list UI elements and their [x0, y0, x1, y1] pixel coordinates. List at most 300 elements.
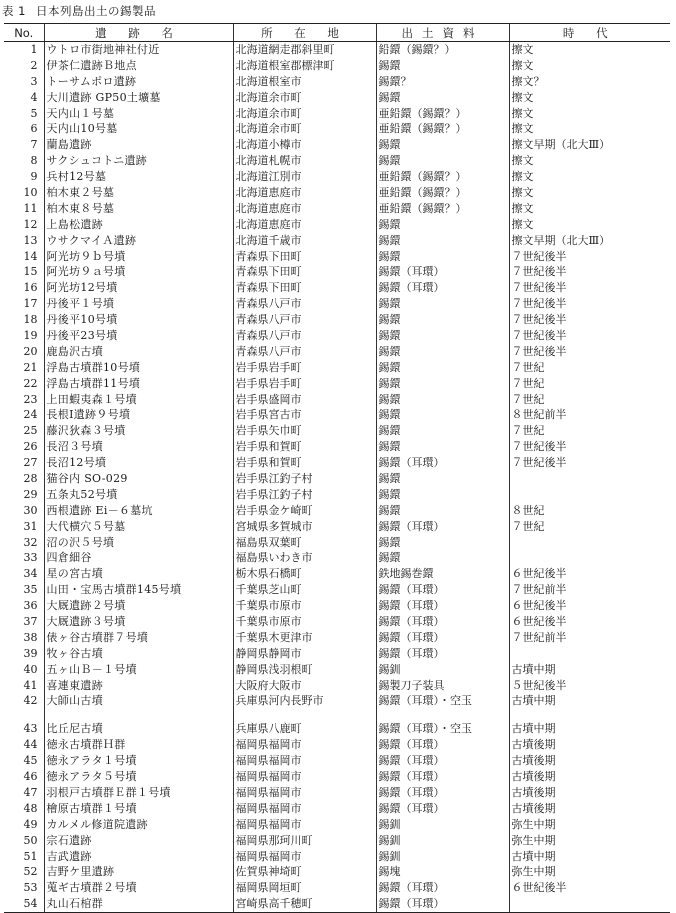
cell-material: 錫釧 — [376, 662, 509, 678]
cell-site: 伊茶仁遺跡Ｂ地点 — [44, 58, 233, 74]
header-period: 時 代 — [509, 24, 670, 42]
cell-material: 錫鐶（耳環） — [376, 880, 509, 896]
cell-no: 2 — [30, 58, 38, 72]
tin-artifacts-table — [4, 23, 670, 913]
cell-period: ８世紀前半 — [509, 407, 670, 423]
cell-site: 兵村12号墓 — [44, 169, 233, 185]
cell-no: 1 — [30, 42, 38, 56]
cell-material: 錫鐶 — [376, 407, 509, 423]
table-row — [4, 201, 670, 217]
table-row — [4, 849, 670, 865]
cell-no: 13 — [23, 233, 38, 247]
cell-no: 6 — [30, 122, 38, 136]
cell-location: 北海道根室市 — [233, 74, 376, 90]
table-row — [4, 312, 670, 328]
cell-no: 34 — [23, 567, 38, 581]
cell-period: 擦文 — [509, 121, 670, 137]
cell-no: 21 — [23, 360, 38, 374]
cell-no: 17 — [23, 297, 38, 311]
cell-site: 阿光坊９ｂ号墳 — [44, 249, 233, 265]
table-row — [4, 694, 670, 708]
table-row — [4, 880, 670, 896]
cell-location: 福岡県福岡市 — [233, 849, 376, 865]
cell-material: 錫鐶 — [376, 439, 509, 455]
cell-site: カルメル修道院遺跡 — [44, 817, 233, 833]
cell-location: 青森県下田町 — [233, 264, 376, 280]
cell-location: 北海道余市町 — [233, 106, 376, 122]
cell-location: 千葉県芝山町 — [233, 582, 376, 598]
cell-no: 22 — [23, 376, 38, 390]
cell-no: 37 — [23, 615, 38, 628]
table-caption-text: 日本列島出土の錫製品 — [35, 4, 156, 18]
cell-no: 50 — [23, 833, 38, 847]
cell-location: 岩手県宮古市 — [233, 407, 376, 423]
cell-no: 35 — [23, 583, 38, 597]
cell-site: 宗石遺跡 — [44, 833, 233, 849]
cell-period: ７世紀後半 — [509, 312, 670, 328]
table-row — [4, 280, 670, 296]
cell-location: 北海道小樽市 — [233, 137, 376, 153]
table-row — [4, 153, 670, 169]
table-row — [4, 678, 670, 694]
cell-period: 古墳中期 — [509, 662, 670, 678]
cell-site: ウトロ市街地神社付近 — [44, 42, 233, 58]
cell-material: 錫鐶 — [376, 296, 509, 312]
cell-period: 擦文早期（北大Ⅲ） — [509, 233, 670, 249]
cell-no: 10 — [23, 185, 38, 199]
table-row — [4, 865, 670, 881]
cell-material: 錫鐶 — [376, 535, 509, 551]
cell-site: ウサクマイＡ遺跡 — [44, 233, 233, 249]
cell-period — [509, 471, 670, 487]
table-row — [4, 360, 670, 376]
cell-no: 41 — [23, 678, 38, 692]
cell-no: 42 — [23, 693, 38, 707]
cell-location: 北海道根室郡標津町 — [233, 58, 376, 74]
cell-material: 鉛鐶（錫鐶？） — [376, 42, 509, 58]
cell-period: ７世紀後半 — [509, 264, 670, 280]
cell-no: 16 — [23, 281, 38, 295]
cell-material: 錫鐶 — [376, 328, 509, 344]
cell-material: 錫鐶 — [376, 344, 509, 360]
cell-location: 北海道余市町 — [233, 90, 376, 106]
cell-location: 岩手県岩手町 — [233, 360, 376, 376]
cell-material: 錫製刀子装具 — [376, 678, 509, 694]
cell-no: 11 — [23, 201, 38, 215]
table-row — [4, 566, 670, 582]
cell-material: 錫塊 — [376, 865, 509, 881]
table-row — [4, 753, 670, 769]
cell-site: 阿光坊12号墳 — [44, 280, 233, 296]
gap-cell — [44, 708, 233, 722]
cell-material: 錫鐶 — [376, 471, 509, 487]
table-row — [4, 535, 670, 551]
cell-location: 岩手県岩手町 — [233, 376, 376, 392]
cell-period — [509, 487, 670, 503]
cell-site: 丹後平10号墳 — [44, 312, 233, 328]
cell-period: 擦文 — [509, 42, 670, 58]
cell-material: 錫鐶（耳環） — [376, 264, 509, 280]
cell-material: 錫釧 — [376, 849, 509, 865]
cell-no: 52 — [23, 865, 38, 879]
cell-period: 擦文 — [509, 153, 670, 169]
cell-no: 51 — [23, 849, 38, 863]
table-row — [4, 662, 670, 678]
cell-site: 西根遺跡 Ei－６墓坑 — [44, 503, 233, 519]
cell-site: 大厩遺跡３号墳 — [44, 614, 233, 630]
cell-location: 青森県八戸市 — [233, 344, 376, 360]
cell-no: 14 — [23, 249, 38, 263]
cell-material: 鉄地錫巻鐶 — [376, 566, 509, 582]
cell-period: ７世紀後半 — [509, 280, 670, 296]
cell-period: ７世紀後半 — [509, 328, 670, 344]
cell-period: 擦文 — [509, 58, 670, 74]
cell-no: 38 — [23, 630, 38, 644]
cell-site: 藤沢狄森３号墳 — [44, 423, 233, 439]
header-location: 所 在 地 — [233, 24, 376, 42]
table-row — [4, 185, 670, 201]
table-row — [4, 249, 670, 265]
cell-no: 12 — [23, 217, 38, 231]
cell-material: 錫鐶（耳環） — [376, 769, 509, 785]
cell-material: 錫鐶（耳環）・空玉 — [376, 722, 509, 738]
gap-cell — [509, 708, 670, 722]
cell-period: 古墳後期 — [509, 785, 670, 801]
table-row — [4, 74, 670, 90]
table-row — [4, 722, 670, 738]
cell-period — [509, 896, 670, 912]
cell-location: 福岡県岡垣町 — [233, 880, 376, 896]
table-row — [4, 598, 670, 614]
cell-period: ６世紀後半 — [509, 566, 670, 582]
cell-no: 53 — [23, 881, 38, 895]
table-row — [4, 785, 670, 801]
table-row — [4, 121, 670, 137]
cell-site: 天内山10号墓 — [44, 121, 233, 137]
cell-location: 青森県八戸市 — [233, 296, 376, 312]
cell-material: 錫鐶 — [376, 58, 509, 74]
cell-material: 亜鉛鐶（錫鐶？） — [376, 121, 509, 137]
table-row — [4, 833, 670, 849]
table-row — [4, 392, 670, 408]
cell-location: 青森県下田町 — [233, 249, 376, 265]
cell-material: 錫鐶（耳環） — [376, 801, 509, 817]
cell-site: 比丘尼古墳 — [44, 722, 233, 738]
cell-material: 錫鐶（耳環） — [376, 753, 509, 769]
cell-period: 古墳後期 — [509, 753, 670, 769]
cell-location: 静岡県静岡市 — [233, 646, 376, 662]
cell-site: 五ヶ山Ｂ－１号墳 — [44, 662, 233, 678]
cell-no: 39 — [23, 646, 38, 660]
cell-material: 錫鐶（耳環）・空玉 — [376, 694, 509, 708]
cell-site: 大代横穴５号墓 — [44, 519, 233, 535]
cell-no: 5 — [30, 106, 38, 120]
cell-period: ７世紀後半 — [509, 455, 670, 471]
cell-material: 亜鉛鐶（錫鐶？） — [376, 185, 509, 201]
cell-location: 兵庫県八鹿町 — [233, 722, 376, 738]
cell-material: 錫鐶（耳環） — [376, 785, 509, 801]
cell-location: 岩手県江釣子村 — [233, 471, 376, 487]
cell-location: 北海道恵庭市 — [233, 185, 376, 201]
cell-no: 28 — [23, 471, 38, 485]
cell-location: 佐賀県神埼町 — [233, 865, 376, 881]
cell-period: 古墳後期 — [509, 801, 670, 817]
cell-material: 錫鐶 — [376, 360, 509, 376]
cell-material: 錫鐶 — [376, 551, 509, 567]
cell-location: 福岡県福岡市 — [233, 769, 376, 785]
cell-site: 山田・宝馬古墳群145号墳 — [44, 582, 233, 598]
table-row — [4, 646, 670, 662]
cell-period — [509, 535, 670, 551]
table-row — [4, 817, 670, 833]
cell-period: ７世紀後半 — [509, 249, 670, 265]
cell-location: 千葉県市原市 — [233, 614, 376, 630]
cell-site: 五条丸52号墳 — [44, 487, 233, 503]
table-row — [4, 769, 670, 785]
cell-site: 柏木東８号墓 — [44, 201, 233, 217]
cell-period: 古墳中期 — [509, 694, 670, 708]
cell-material: 錫鐶（耳環） — [376, 519, 509, 535]
cell-no: 9 — [30, 170, 38, 184]
cell-material: 錫鐶 — [376, 503, 509, 519]
table-caption-label: 表 1 — [2, 4, 26, 18]
cell-site: 徳永古墳群Ｈ群 — [44, 737, 233, 753]
cell-no: 20 — [23, 344, 38, 358]
cell-material: 錫鐶 — [376, 423, 509, 439]
cell-material: 亜鉛鐶（錫鐶？） — [376, 169, 509, 185]
table-row — [4, 137, 670, 153]
cell-period: 擦文 — [509, 169, 670, 185]
cell-period: ７世紀後半 — [509, 344, 670, 360]
cell-location: 福岡県福岡市 — [233, 785, 376, 801]
cell-site: 鹿島沢古墳 — [44, 344, 233, 360]
page-break-gap — [4, 708, 670, 722]
cell-period: 古墳中期 — [509, 849, 670, 865]
cell-site: 牧ヶ谷古墳 — [44, 646, 233, 662]
cell-site: 浮島古墳群10号墳 — [44, 360, 233, 376]
cell-period: 弥生中期 — [509, 865, 670, 881]
cell-no: 32 — [23, 535, 38, 549]
cell-location: 大阪府大阪市 — [233, 678, 376, 694]
cell-material: 錫鐶（耳環） — [376, 598, 509, 614]
cell-site: 徳永アラタ５号墳 — [44, 769, 233, 785]
cell-period: 古墳中期 — [509, 722, 670, 738]
cell-site: サクシュコトニ遺跡 — [44, 153, 233, 169]
cell-site: 天内山１号墓 — [44, 106, 233, 122]
cell-location: 青森県八戸市 — [233, 312, 376, 328]
cell-location: 福岡県福岡市 — [233, 801, 376, 817]
gap-cell — [233, 708, 376, 722]
cell-site: 檜原古墳群１号墳 — [44, 801, 233, 817]
cell-period: ８世紀 — [509, 503, 670, 519]
table-row — [4, 614, 670, 630]
table-row — [4, 455, 670, 471]
table-row — [4, 801, 670, 817]
cell-site: 上島松遺跡 — [44, 217, 233, 233]
table-row — [4, 233, 670, 249]
cell-location: 岩手県和賀町 — [233, 455, 376, 471]
cell-location: 千葉県木更津市 — [233, 630, 376, 646]
cell-period: ７世紀 — [509, 519, 670, 535]
cell-material: 錫釧 — [376, 817, 509, 833]
cell-no: 24 — [23, 408, 38, 422]
cell-period: ７世紀 — [509, 423, 670, 439]
cell-material: 錫鐶？ — [376, 74, 509, 90]
cell-no: 48 — [23, 801, 38, 815]
cell-location: 宮崎県高千穂町 — [233, 896, 376, 912]
cell-no: 4 — [30, 90, 38, 104]
cell-site: 上田蝦夷森１号墳 — [44, 392, 233, 408]
cell-location: 福岡県福岡市 — [233, 817, 376, 833]
gap-cell — [376, 708, 509, 722]
cell-no: 29 — [23, 487, 38, 501]
cell-location: 福岡県福岡市 — [233, 753, 376, 769]
cell-location: 福岡県那珂川町 — [233, 833, 376, 849]
cell-no: 3 — [30, 74, 38, 88]
cell-period: ７世紀 — [509, 376, 670, 392]
cell-location: 福島県双葉町 — [233, 535, 376, 551]
cell-location: 静岡県浅羽根町 — [233, 662, 376, 678]
cell-period: ７世紀前半 — [509, 582, 670, 598]
cell-no: 31 — [23, 519, 38, 533]
table-row — [4, 328, 670, 344]
cell-site: 柏木東２号墓 — [44, 185, 233, 201]
cell-no: 30 — [23, 503, 38, 517]
cell-no: 54 — [4, 896, 44, 912]
cell-period: 擦文 — [509, 90, 670, 106]
table-row — [4, 423, 670, 439]
cell-no: 26 — [23, 440, 38, 454]
cell-material: 錫鐶 — [376, 153, 509, 169]
cell-location: 北海道恵庭市 — [233, 217, 376, 233]
cell-site: 沼の沢５号墳 — [44, 535, 233, 551]
table-row — [4, 344, 670, 360]
cell-period: 古墳後期 — [509, 769, 670, 785]
cell-no: 18 — [23, 313, 38, 327]
cell-location: 宮城県多賀城市 — [233, 519, 376, 535]
cell-no: 15 — [23, 265, 38, 279]
cell-material: 亜鉛鐶（錫鐶？） — [376, 106, 509, 122]
cell-period: ５世紀後半 — [509, 678, 670, 694]
cell-material: 錫鐶 — [376, 90, 509, 106]
table-row — [4, 471, 670, 487]
cell-site: 大厩遺跡２号墳 — [44, 598, 233, 614]
table-row — [4, 106, 670, 122]
cell-site: 星の宮古墳 — [44, 566, 233, 582]
cell-location: 北海道札幌市 — [233, 153, 376, 169]
cell-location: 北海道網走郡斜里町 — [233, 42, 376, 58]
cell-no: 45 — [23, 754, 38, 768]
cell-no: 40 — [23, 662, 38, 676]
cell-site: 長沼３号墳 — [44, 439, 233, 455]
cell-location: 岩手県盛岡市 — [233, 392, 376, 408]
cell-site: 吉武遺跡 — [44, 849, 233, 865]
table-row — [4, 582, 670, 598]
cell-site: 四倉細谷 — [44, 551, 233, 567]
cell-no: 43 — [23, 722, 38, 736]
header-row — [4, 24, 670, 42]
cell-period: 擦文？ — [509, 74, 670, 90]
cell-site: 羽根戸古墳群Ｅ群１号墳 — [44, 785, 233, 801]
table-row — [4, 630, 670, 646]
cell-material: 錫鐶（耳環） — [376, 582, 509, 598]
table-body — [4, 42, 670, 913]
cell-period: 擦文 — [509, 185, 670, 201]
cell-location: 兵庫県河内長野市 — [233, 694, 376, 708]
cell-period: ７世紀前半 — [509, 630, 670, 646]
cell-period: ６世紀後半 — [509, 614, 670, 630]
cell-period — [509, 551, 670, 567]
cell-location: 栃木県石橋町 — [233, 566, 376, 582]
cell-site: 猫谷内 SO-029 — [44, 471, 233, 487]
cell-period: ６世紀後半 — [509, 880, 670, 896]
cell-material: 錫鐶（耳環） — [376, 455, 509, 471]
cell-site: 丹後平１号墳 — [44, 296, 233, 312]
header-site: 遺 跡 名 — [44, 24, 233, 42]
cell-material: 錫鐶 — [376, 487, 509, 503]
cell-site: 俵ヶ谷古墳群７号墳 — [44, 630, 233, 646]
cell-no: 23 — [23, 392, 38, 406]
cell-site: 丸山石棺群 — [44, 896, 233, 912]
cell-period: 擦文 — [509, 106, 670, 122]
cell-material: 錫鐶（耳環） — [376, 737, 509, 753]
cell-material: 錫鐶 — [376, 249, 509, 265]
cell-site: 喜連東遺跡 — [44, 678, 233, 694]
cell-location: 北海道江別市 — [233, 169, 376, 185]
table-row — [4, 376, 670, 392]
header-material: 出土資料 — [376, 24, 509, 42]
cell-no: 7 — [30, 138, 38, 152]
cell-period: ７世紀後半 — [509, 296, 670, 312]
cell-site: 浮島古墳群11号墳 — [44, 376, 233, 392]
table-row — [4, 439, 670, 455]
table-row — [4, 519, 670, 535]
table-row — [4, 90, 670, 106]
cell-material: 錫鐶 — [376, 233, 509, 249]
cell-no: 46 — [23, 770, 38, 784]
table-row — [4, 737, 670, 753]
table-row — [4, 896, 670, 912]
cell-location: 青森県八戸市 — [233, 328, 376, 344]
cell-material: 錫鐶（耳環） — [376, 614, 509, 630]
table-row — [4, 264, 670, 280]
cell-no: 27 — [23, 456, 38, 470]
cell-location: 千葉県市原市 — [233, 598, 376, 614]
cell-no: 19 — [23, 328, 38, 342]
cell-location: 福島県いわき市 — [233, 551, 376, 567]
cell-location: 福岡県福岡市 — [233, 737, 376, 753]
table-caption — [2, 3, 156, 19]
cell-site: 長根Ⅰ遺跡９号墳 — [44, 407, 233, 423]
cell-no: 8 — [30, 154, 38, 168]
table-row — [4, 217, 670, 233]
cell-period: 古墳後期 — [509, 737, 670, 753]
cell-location: 岩手県矢巾町 — [233, 423, 376, 439]
cell-site: 丹後平23号墳 — [44, 328, 233, 344]
cell-site: 阿光坊９ａ号墳 — [44, 264, 233, 280]
cell-period: 弥生中期 — [509, 817, 670, 833]
cell-period — [509, 646, 670, 662]
cell-period: 擦文 — [509, 217, 670, 233]
cell-no: 33 — [23, 551, 38, 565]
cell-material: 錫鐶 — [376, 312, 509, 328]
table-row — [4, 551, 670, 567]
cell-no: 49 — [23, 817, 38, 831]
cell-period: 擦文 — [509, 201, 670, 217]
cell-site: 大川遺跡 GP50土壙墓 — [44, 90, 233, 106]
cell-material: 錫釧 — [376, 833, 509, 849]
cell-material: 錫鐶 — [376, 376, 509, 392]
